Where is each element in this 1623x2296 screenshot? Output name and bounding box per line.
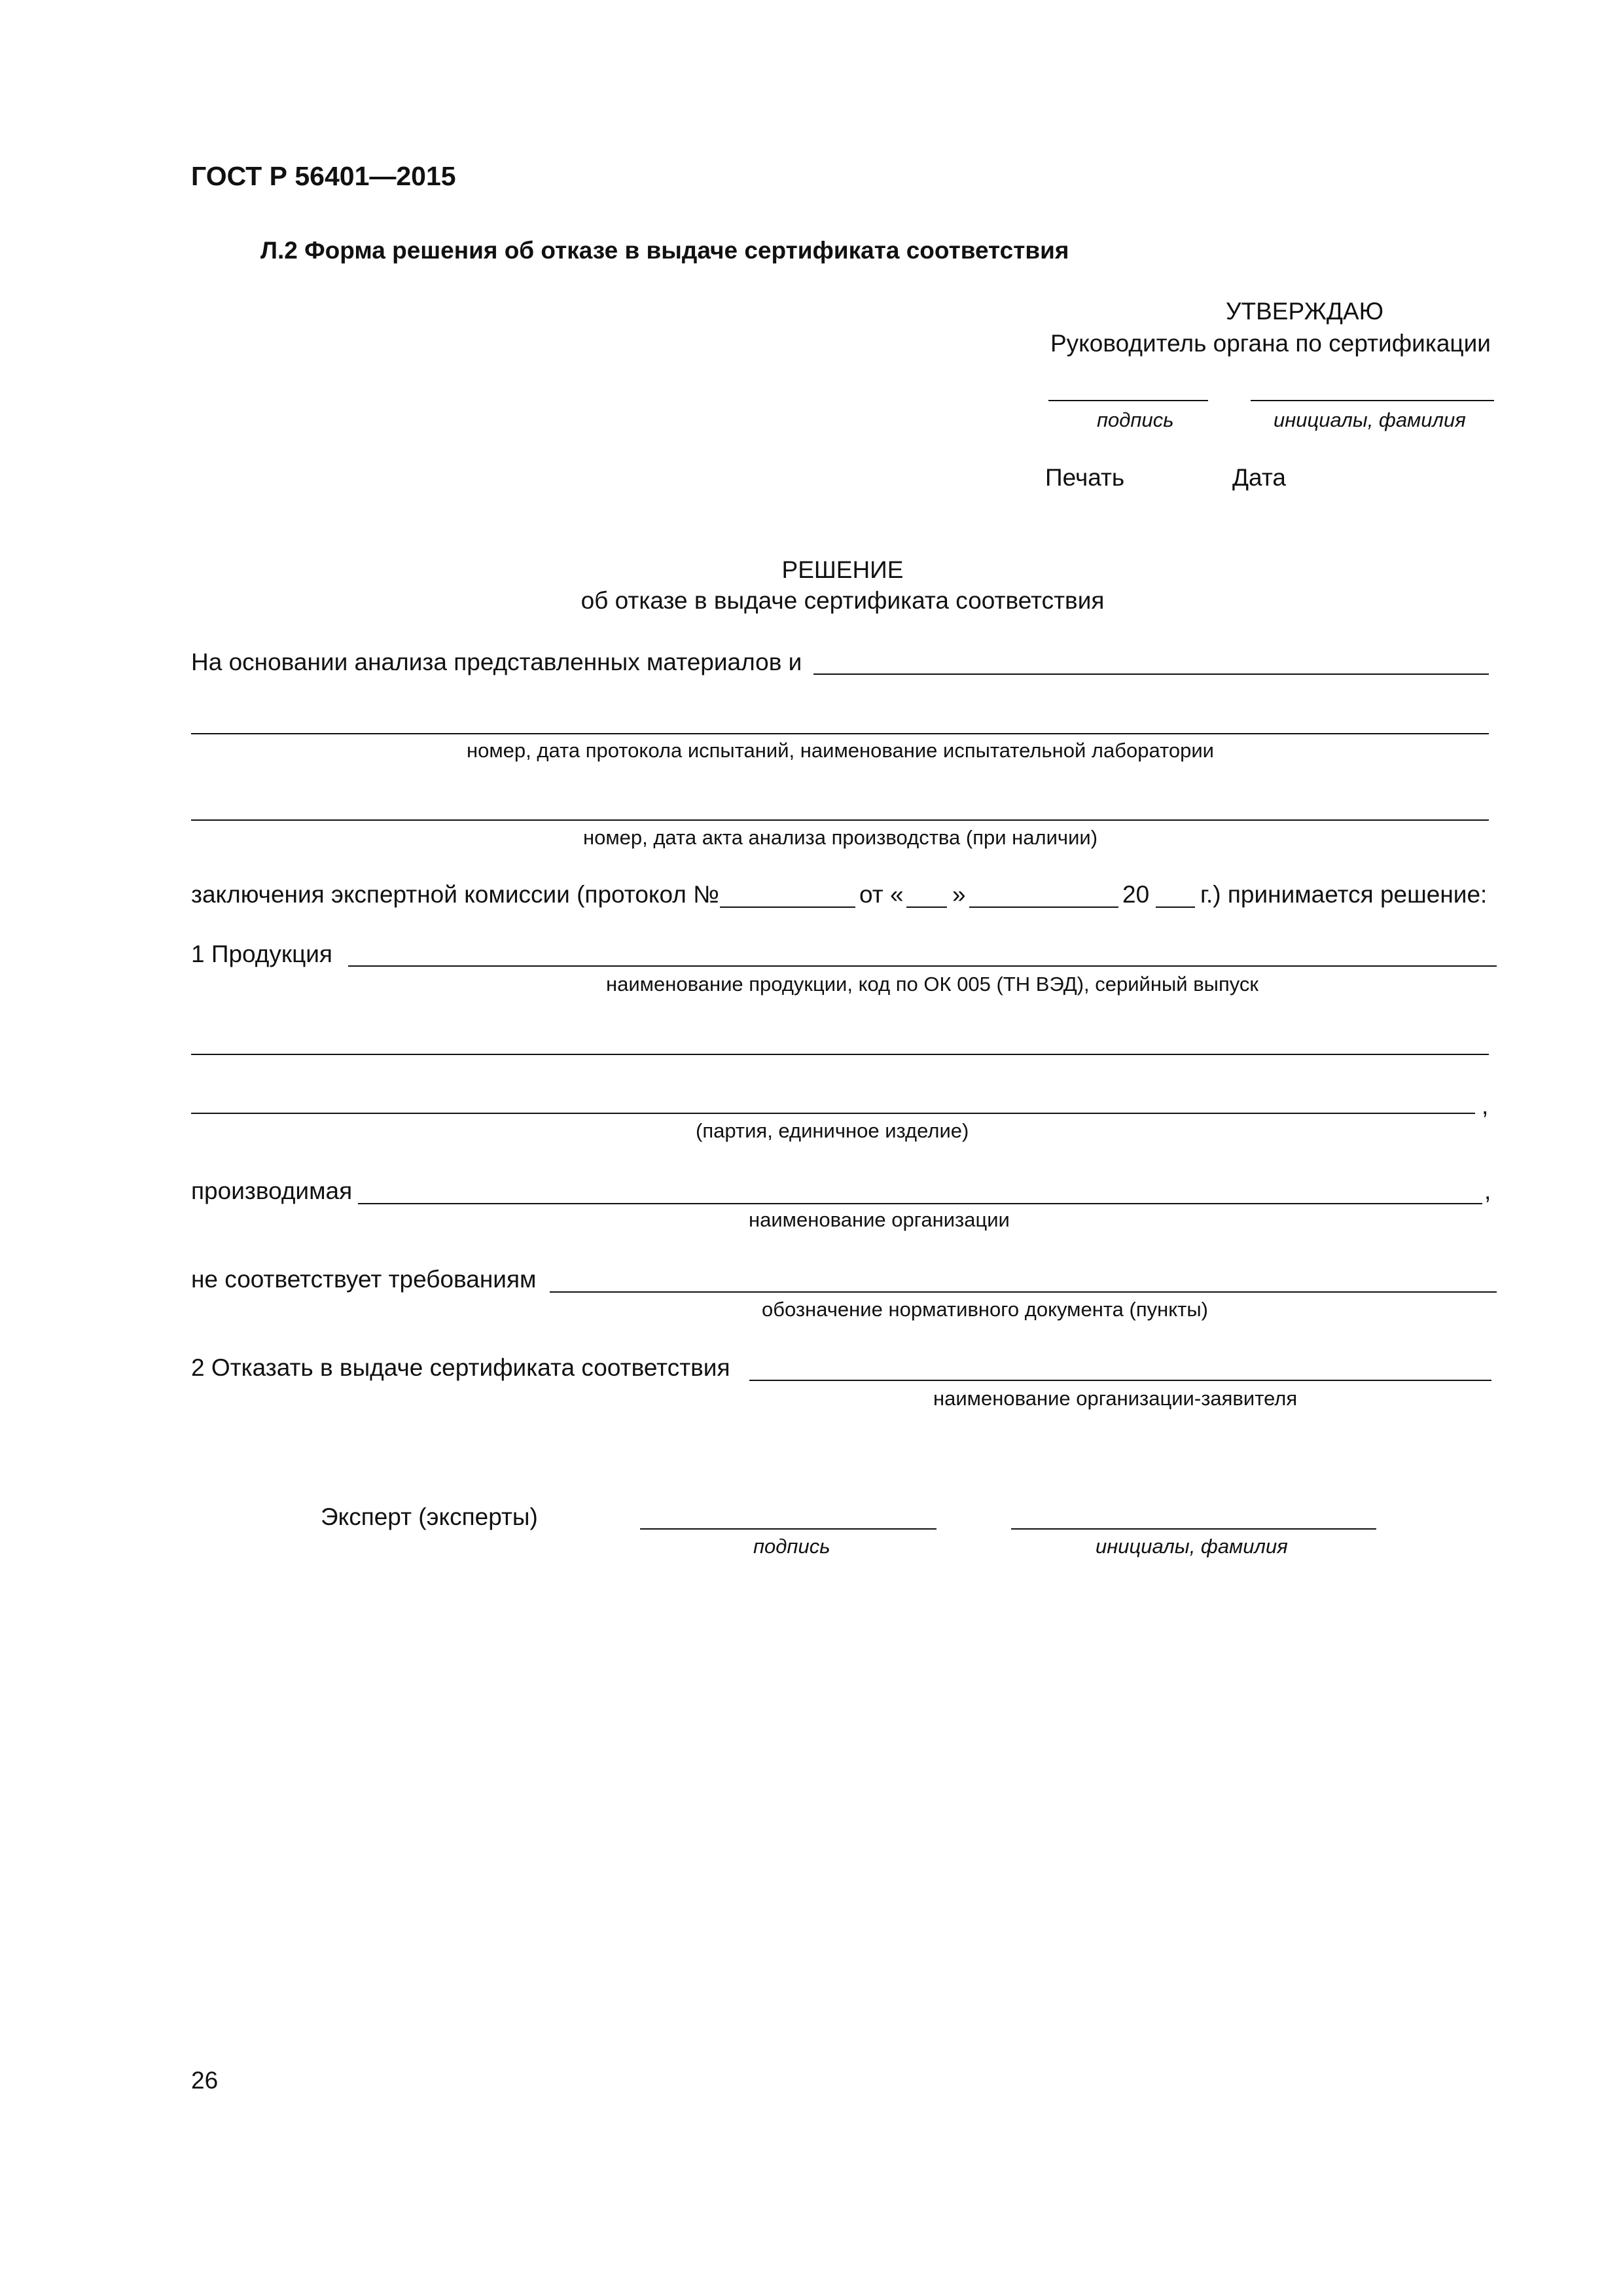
conclusion-suffix: г.) принимается решение: — [1200, 881, 1488, 908]
item1-label: 1 Продукция — [191, 941, 332, 967]
nonconform-label: не соответствует требованиям — [191, 1266, 537, 1293]
product-continuation-line — [191, 1054, 1489, 1055]
product-line — [348, 965, 1497, 967]
approver-title: Руководитель органа по сертификации — [1050, 330, 1491, 357]
basis-text: На основании анализа представленных материалов и — [191, 649, 802, 675]
applicant-line — [749, 1380, 1491, 1381]
conclusion-prefix: заключения экспертной комиссии (протокол № — [191, 881, 719, 908]
approve-word: УТВЕРЖДАЮ — [1226, 298, 1384, 325]
manufacturer-line — [358, 1203, 1482, 1204]
section-title: Л.2 Форма решения об отказе в выдаче сертификата соответствия — [260, 237, 1069, 264]
manufacturer-comma: , — [1484, 1177, 1491, 1204]
expert-name-line — [1011, 1528, 1376, 1530]
decision-title: РЕШЕНИЕ — [781, 556, 904, 583]
day-line — [906, 906, 947, 908]
approver-signature-line — [1048, 400, 1208, 401]
organization-caption: наименование организации — [749, 1208, 1010, 1231]
production-act-line — [191, 819, 1489, 821]
expert-name-caption: инициалы, фамилия — [1096, 1535, 1288, 1558]
item2-label: 2 Отказать в выдаче сертификата соответствия — [191, 1354, 730, 1381]
page-number: 26 — [191, 2067, 219, 2094]
batch-caption: (партия, единичное изделие) — [696, 1119, 969, 1142]
expert-signature-caption: подпись — [753, 1535, 830, 1558]
stamp-label: Печать — [1045, 464, 1125, 491]
expert-label: Эксперт (эксперты) — [321, 1503, 538, 1530]
protocol-caption: номер, дата протокола испытаний, наименование испытательной лаборатории — [467, 739, 1214, 762]
conclusion-from: от « — [859, 881, 904, 908]
conclusion-quote-close: » — [952, 881, 966, 908]
document-code: ГОСТ Р 56401—2015 — [191, 161, 456, 191]
production-act-caption: номер, дата акта анализа производства (при наличии) — [582, 826, 1098, 849]
produced-label: производимая — [191, 1177, 353, 1204]
batch-line — [191, 1113, 1475, 1114]
expert-signature-line — [640, 1528, 936, 1530]
decision-subtitle: об отказе в выдаче сертификата соответствия — [580, 587, 1105, 614]
year-line — [1156, 906, 1195, 908]
basis-fill-line — [813, 673, 1489, 675]
applicant-caption: наименование организации-заявителя — [933, 1387, 1298, 1410]
approver-signature-caption: подпись — [1097, 408, 1174, 431]
normative-caption: обозначение нормативного документа (пункты) — [762, 1298, 1208, 1321]
protocol-line — [191, 733, 1489, 734]
month-line — [969, 906, 1118, 908]
conclusion-year-prefix: 20 — [1122, 881, 1150, 908]
product-caption: наименование продукции, код по ОК 005 (ТН ВЭД), серийный выпуск — [606, 973, 1258, 996]
batch-comma: , — [1482, 1092, 1489, 1119]
date-label: Дата — [1232, 464, 1286, 491]
approver-name-line — [1251, 400, 1494, 401]
approver-name-caption: инициалы, фамилия — [1274, 408, 1466, 431]
protocol-number-line — [720, 906, 855, 908]
normative-line — [550, 1291, 1497, 1293]
